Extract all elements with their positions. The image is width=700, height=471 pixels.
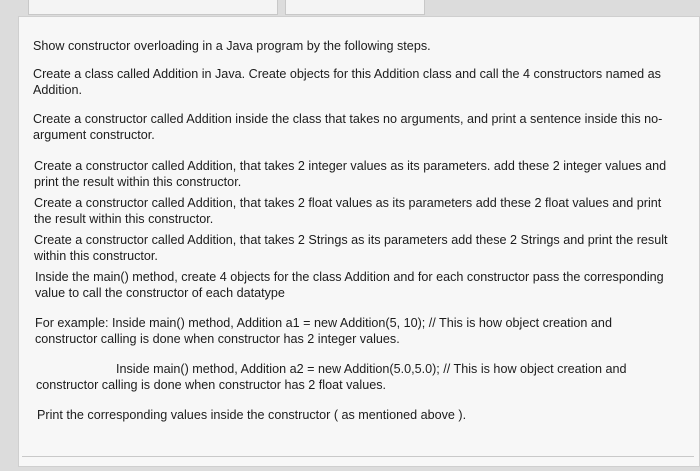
step-main-method: Inside the main() method, create 4 objects for the class Addition and for each constructor pass the corresponding value to call the constructor of each datatype bbox=[35, 270, 664, 300]
example-float: Inside main() method, Addition a2 = new Addition(5.0,5.0); // This is how object creation and constructor calling is done when constructor has 2 float values. bbox=[36, 362, 627, 392]
intro-text: Show constructor overloading in a Java program by the following steps. bbox=[33, 39, 431, 53]
example-int: For example: Inside main() method, Addition a1 = new Addition(5, 10); // This is how object creation and constructor calling is done when constructor has 2 integer values. bbox=[35, 316, 612, 346]
question-sheet bbox=[18, 16, 700, 467]
step-int-constructor: Create a constructor called Addition, that takes 2 integer values as its parameters. add these 2 integer values and print the result within this constructor. bbox=[34, 159, 667, 189]
bottom-divider bbox=[22, 456, 694, 457]
step-string-constructor: Create a constructor called Addition, that takes 2 Strings as its parameters add these 2 Strings and print the result within this constructor. bbox=[34, 233, 668, 263]
top-tab-left bbox=[28, 0, 278, 15]
step-create-class: Create a class called Addition in Java. Create objects for this Addition class and call the 4 constructors named as Addition. bbox=[33, 67, 661, 97]
final-instruction: Print the corresponding values inside the constructor ( as mentioned above ). bbox=[37, 408, 467, 422]
step-float-constructor: Create a constructor called Addition, that takes 2 float values as its parameters add these 2 float values and print the result within this constructor. bbox=[34, 196, 662, 226]
step-no-arg-constructor: Create a constructor called Addition inside the class that takes no arguments, and print a sentence inside this no-argument constructor. bbox=[33, 112, 663, 142]
top-tab-right bbox=[285, 0, 425, 15]
